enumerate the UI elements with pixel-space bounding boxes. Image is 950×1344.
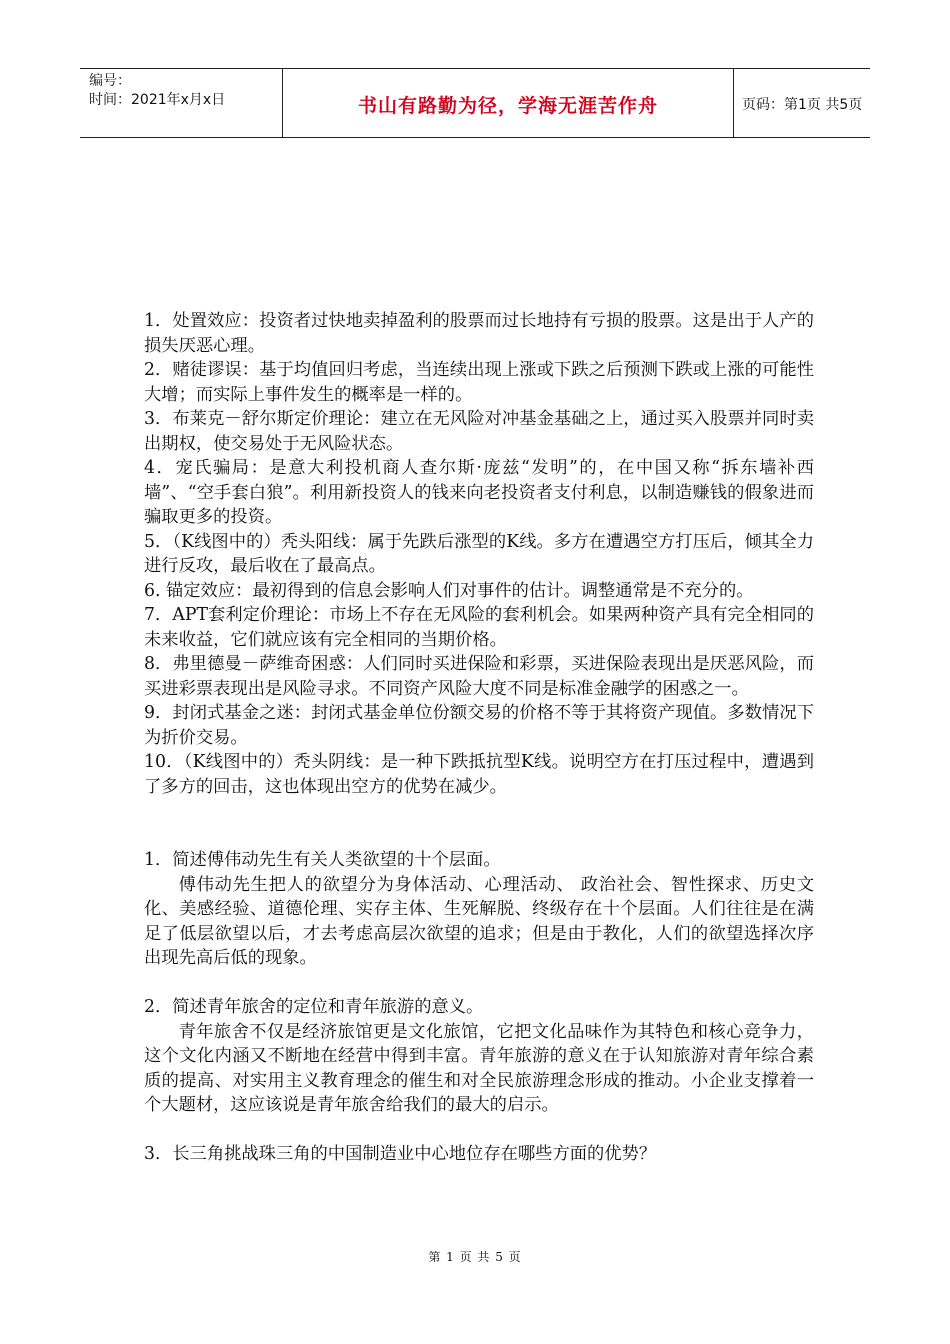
term-9: 9．封闭式基金之迷：封闭式基金单位份额交易的价格不等于其将资产现值。多数情况下为折价交易。 [144,703,814,748]
term-6: 6. 锚定效应：最初得到的信息会影响人们对事件的估计。调整通常是不充分的。 [144,580,754,601]
header-page-cell [734,69,870,137]
spacer [144,799,814,848]
page-footer: 第 1 页 共 5 页 [428,1250,522,1264]
question-2: 2．简述青年旅舍的定位和青年旅游的意义。 [144,997,484,1017]
header-motto-cell [282,69,734,137]
header-page-label: 页码：第1页 共5页 [742,97,863,113]
term-2: 2．赌徒谬误：基于均值回归考虑，当连续出现上涨或下跌之后预测下跌或上涨的可能性大增；而实际上事件发生的概率是一样的。 [144,360,814,405]
term-8: 8．弗里德曼－萨维奇困惑：人们同时买进保险和彩票，买进保险表现出是厌恶风险，而买进彩票表现出是风险寻求。不同资产风险大度不同是标准金融学的困惑之一。 [144,654,814,699]
document-body [144,309,814,1167]
answer-2: 青年旅舍不仅是经济旅馆更是文化旅馆，它把文化品味作为其特色和核心竞争力，这个文化内涵又不断地在经营中得到丰富。青年旅游的意义在于认知旅游对青年综合素质的提高、对实用主义教育理念的催生和对全民旅游理念形成的推动。小企业支撑着一个大题材，这应该说是青年旅舍给我们的最大的启示。 [144,1021,814,1115]
spacer [144,1118,814,1143]
questions-section [144,848,814,1167]
question-3: 3．长三角挑战珠三角的中国制造业中心地位存在哪些方面的优势？ [144,1144,657,1164]
term-3: 3．布莱克－舒尔斯定价理论：建立在无风险对冲基金基础之上，通过买入股票并同时卖出期权，使交易处于无风险状态。 [144,409,814,454]
term-7: 7．APT套利定价理论：市场上不存在无风险的套利机会。如果两种资产具有完全相同的未来收益，它们就应该有完全相同的当期价格。 [144,605,814,650]
term-10: 10．（K线图中的）秃头阴线：是一种下跌抵抗型K线。说明空方在打压过程中，遭遇到了多方的回击，这也体现出空方的优势在减少。 [144,752,814,797]
question-1: 1．简述傅伟动先生有关人类欲望的十个层面。 [144,850,501,870]
header-time-label: 时间：2021年x月x日 [89,92,226,108]
term-1: 1．处置效应：投资者过快地卖掉盈利的股票而过长地持有亏损的股票。这是出于人产的损失厌恶心理。 [144,311,814,356]
header-meta-cell [80,69,282,137]
answer-1: 傅伟动先生把人的欲望分为身体活动、心理活动、 政治社会、智性探求、历史文化、美感经验、道德伦理、实存主体、生死解脱、终级存在十个层面。人们往往是在满足了低层欲望以后，才去考虑高层次欲望的追求；但是由于教化，人们的欲望选择次序出现先高后低的现象。 [144,874,814,968]
spacer [144,971,814,996]
header-id-label: 编号： [89,73,131,89]
header-motto: 书山有路勤为径，学海无涯苦作舟 [357,95,658,117]
document-header [80,68,870,138]
term-4: 4．宠氏骗局：是意大利投机商人查尔斯·庞兹“发明”的，在中国又称“拆东墙补西墙”、“空手套白狼”。利用新投资人的钱来向老投资者支付利息，以制造赚钱的假象进而骗取更多的投资。 [144,458,814,527]
term-5: 5．（K线图中的）秃头阳线：属于先跌后涨型的K线。多方在遭遇空方打压后，倾其全力进行反攻，最后收在了最高点。 [144,531,814,576]
terms-section [144,309,814,799]
